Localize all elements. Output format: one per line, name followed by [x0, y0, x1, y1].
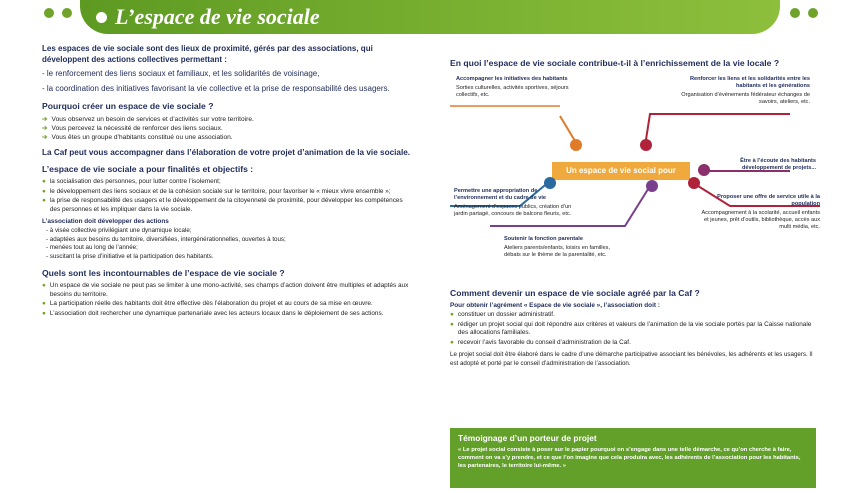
goal-dash: - suscitant la prise d’initiative et la participation des habitants.: [46, 252, 214, 260]
mind-map-center: Un espace de vie social pour: [552, 162, 690, 180]
circle-icon: [688, 177, 700, 189]
bullet-icon: ●: [42, 309, 46, 317]
node-environment: Permettre une appropriation de l’environnement et du cadre de vie Aménagement d’espaces publics, création d’un jardin partagé, concours de balcons fleuris, etc.: [454, 188, 572, 217]
bullet-icon: [96, 12, 107, 23]
bullet-icon: ●: [42, 178, 46, 185]
create-item: ➔ Vous observez un besoin de services et d’activités sur votre territoire.: [42, 116, 254, 123]
bullet-icon: ●: [42, 300, 46, 308]
essentials-heading: Quels sont les incontournables de l’espace de vie sociale ?: [42, 268, 285, 278]
testimony-text: « Le projet social consiste à poser sur le papier pourquoi on s’engage dans une telle démarche, ce qu’on cherche à faire, comment on va s’y prendre, et ce que l’on imagine que cela produira avec, les adhérents de l’association pour les habitants, les partenaires, le territoire lui-même. »: [458, 447, 801, 469]
arrow-icon: ➔: [42, 134, 48, 141]
goals-heading: L’espace de vie sociale a pour finalités et objectifs :: [42, 164, 254, 174]
right-dots: [790, 8, 818, 18]
goal-dash: - à visée collective privilégiant une dynamique locale;: [46, 227, 192, 235]
bullet-icon: ●: [42, 187, 46, 195]
bullet-icon: ●: [42, 282, 46, 289]
create-item: ➔ Vous percevez la nécessité de renforcer des liens sociaux.: [42, 125, 223, 132]
right-column: [450, 58, 820, 372]
intro-text: Les espaces de vie sociale sont des lieux de proximité, gérés par des associations, qui développent des actions collectives permettant :: [42, 44, 373, 64]
top-bar: [0, 0, 847, 36]
become-item: ● recevoir l’avis favorable du conseil d’administration de la Caf.: [450, 338, 631, 346]
mind-map-links: [450, 76, 820, 296]
circle-icon: [640, 139, 652, 151]
bullet-icon: ●: [450, 311, 454, 318]
goal-dash: - adaptées aux besoins du territoire, diversifiées, intergénérationnelles, ouvertes à tous;: [46, 235, 286, 243]
bullet-icon: ●: [450, 338, 454, 346]
link-line: [645, 114, 790, 146]
node-parenting: Soutenir la fonction parentale Ateliers parents/enfants, loisirs en familles, débats sur le thème de la parentalité, etc.: [504, 236, 611, 258]
become-heading: Comment devenir un espace de vie sociale agréé par la Caf ?: [450, 288, 700, 298]
contrib-heading: En quoi l’espace de vie sociale contribue-t-il à l’enrichissement de la vie locale ?: [450, 58, 780, 68]
circle-icon: [646, 180, 658, 192]
mind-map: [450, 76, 820, 296]
essential-item: ● Un espace de vie sociale ne peut pas se limiter à une mono-activité, ses champs d’action doivent être multiples et adaptés aux besoins du territoire.: [42, 282, 409, 298]
become-intro: Pour obtenir l’agrément « Espace de vie sociale », l’association doit :: [450, 302, 660, 309]
dot-icon: [44, 8, 54, 18]
left-column: [42, 44, 414, 319]
node-listening: Être à l’écoute des habitants développement de projets...: [740, 158, 816, 171]
node-initiatives: Accompagner les initiatives des habitants Sorties culturelles, activités sportives, séjours collectifs, etc.: [456, 76, 569, 98]
become-item: ● rédiger un projet social qui doit répondre aux critères et valeurs de l’animation de la vie sociale portés par la Caisse nationale des allocations familiales.: [450, 320, 812, 337]
circle-icon: [698, 164, 710, 176]
arrow-icon: ➔: [42, 116, 48, 123]
testimony-box: [450, 428, 816, 488]
essential-item: ● L’association doit rechercher une dynamique partenariale avec les acteurs locaux dans le déploiement de ses actions.: [42, 309, 384, 317]
node-solidarity: Renforcer les liens et les solidarités entre les habitants et les générations Organisation d’événements fédérateur échanges de savoirs, ateliers, etc.: [681, 76, 810, 105]
goal-item: ● le développement des liens sociaux et de la cohésion sociale sur le territoire, pour favoriser le « mieux vivre ensemble »;: [42, 187, 391, 195]
left-dots: [44, 8, 72, 18]
goals-sub: L’association doit développer des actions: [42, 218, 169, 226]
dot-icon: [62, 8, 72, 18]
node-services: Proposer une offre de service utile à la population Accompagnement à la scolarité, accueil enfants et jeunes, prêt d’outils, bibliothèque, accès aux multi média, etc.: [701, 194, 820, 230]
dot-icon: [808, 8, 818, 18]
become-note: Le projet social doit être élaboré dans le cadre d’une démarche participative associant les bénévoles, les adhérents et les usagers. Il est adopté et porté par le conseil d’administration de l’association.: [450, 351, 813, 367]
dot-icon: [790, 8, 800, 18]
intro-item: - la coordination des initiatives favorisant la vie collective et la prise de responsabilité des usagers.: [42, 83, 390, 93]
testimony-title: Témoignage d’un porteur de projet: [458, 433, 597, 443]
bullet-icon: ●: [42, 197, 46, 205]
create-item: ➔ Vous êtes un groupe d’habitants constitué ou une association.: [42, 134, 233, 141]
page-title: L’espace de vie sociale: [115, 4, 320, 29]
goal-item: ● la socialisation des personnes, pour lutter contre l’isolement;: [42, 178, 221, 185]
goal-dash: - menées tout au long de l’année;: [46, 244, 138, 252]
intro-item: - le renforcement des liens sociaux et familiaux, et les solidarités de voisinage,: [42, 69, 320, 78]
become-item: ● constituer un dossier administratif.: [450, 311, 555, 318]
circle-icon: [570, 139, 582, 151]
create-heading: Pourquoi créer un espace de vie sociale ?: [42, 101, 214, 111]
title-banner: [80, 0, 780, 34]
create-note: La Caf peut vous accompagner dans l’élaboration de votre projet d’animation de la vie sociale.: [42, 148, 411, 157]
goal-item: ● la prise de responsabilité des usagers et le développement de la citoyenneté de proximité, pour développer les compétences des personnes et les impliquer dans la vie sociale.: [42, 197, 403, 213]
arrow-icon: ➔: [42, 125, 48, 132]
essential-item: ● La participation réelle des habitants doit être effective dès l’élaboration du projet et au cours de sa mise en œuvre.: [42, 300, 373, 308]
bullet-icon: ●: [450, 320, 454, 328]
